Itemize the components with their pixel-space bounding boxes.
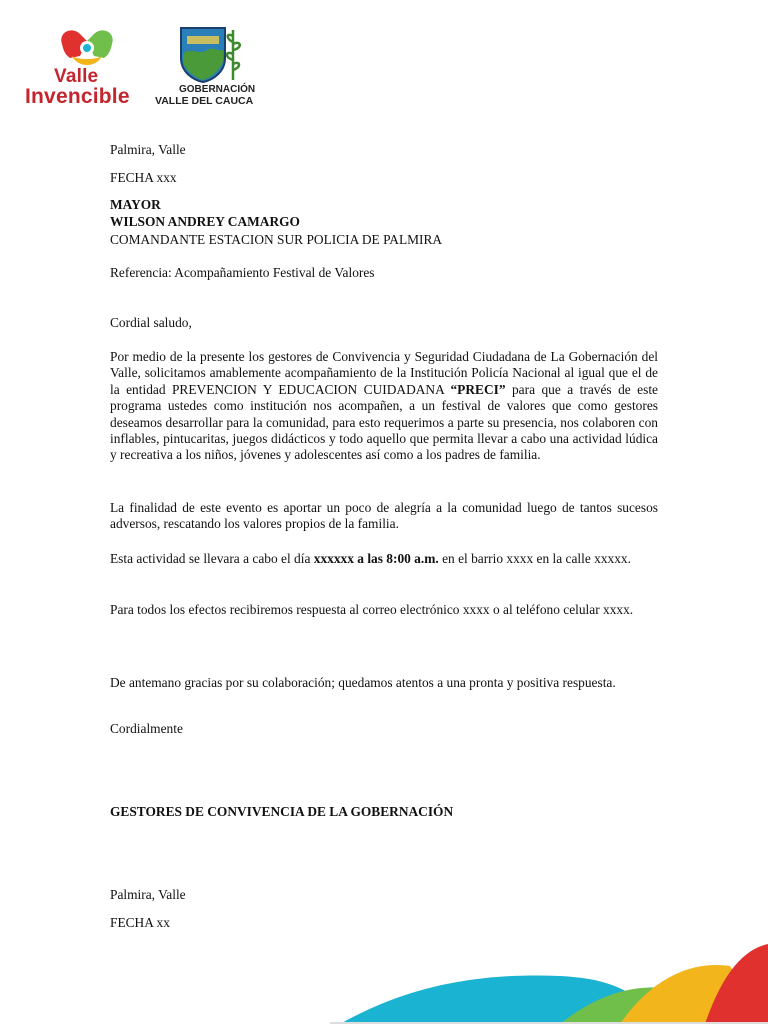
footer-wave-decoration — [0, 930, 768, 1024]
recipient-name: WILSON ANDREY CAMARGO — [110, 214, 300, 229]
closing-line: Cordialmente — [110, 721, 183, 736]
paragraph-request-part-1: Por medio de la presente los gestores de Convivencia y Seguridad Ciudadana de La Gobernación del Valle, solicitamos amablemente acompañamiento de la Institución Policía Nacional al igual que el de la entidad PREVENCION Y EDUCACION CUIDADANA — [110, 349, 658, 397]
coat-of-arms-icon — [173, 22, 245, 84]
preci-highlight: “PRECI” — [450, 381, 506, 397]
valle-invencible-logo — [22, 22, 152, 110]
signature-line: GESTORES DE CONVIVENCIA DE LA GOBERNACIÓN — [110, 804, 454, 819]
gobernacion-logo — [155, 22, 267, 110]
date-line: FECHA xxx — [110, 170, 177, 185]
paragraph-request-part-2: para que a través de este programa ustedes como institución nos acompañen, a un festival de valores que como gestores deseamos desarrollar para la comunidad, para esto requerimos a parte su presencia, nos colaboren con inflables, pintucaritas, juegos didácticos y todo aquello que permita llevar a cabo una actividad lúdica y recreativa a los niños, jóvenes y adolescentes así como a los padres de familia. — [110, 381, 658, 463]
reference-line: Referencia: Acompañamiento Festival de Valores — [110, 265, 375, 280]
paragraph-thanks: De antemano gracias por su colaboración; quedamos atentos a una pronta y positiva respuesta. — [110, 675, 616, 690]
place-line: Palmira, Valle — [110, 142, 186, 157]
recipient-rank: MAYOR — [110, 197, 161, 212]
paragraph-schedule-part-1: Esta actividad se llevara a cabo el día — [110, 551, 314, 566]
brand-line-1: Valle — [54, 66, 99, 87]
recipient-title: COMANDANTE ESTACION SUR POLICIA DE PALMIRA — [110, 232, 443, 247]
footer-date: FECHA xx — [110, 915, 170, 930]
paragraph-schedule-part-2: en el barrio xxxx en la calle xxxxx. — [438, 551, 631, 566]
greeting: Cordial saludo, — [110, 315, 192, 330]
brand-line-2: Invencible — [25, 85, 130, 108]
footer-place: Palmira, Valle — [110, 887, 186, 902]
heart-logo-icon — [56, 26, 118, 70]
gov-line-2: VALLE DEL CAUCA — [155, 95, 254, 107]
gov-line-1: GOBERNACIÓN — [179, 84, 256, 95]
paragraph-contact: Para todos los efectos recibiremos respuesta al correo electrónico xxxx o al teléfono celular xxxx. — [110, 602, 634, 617]
paragraph-schedule — [110, 551, 658, 567]
schedule-highlight: xxxxxx a las 8:00 a.m. — [313, 551, 439, 566]
paragraph-purpose: La finalidad de este evento es aportar un poco de alegría a la comunidad luego de tantos sucesos adversos, rescatando los valores propios de la familia. — [110, 500, 658, 532]
paragraph-request — [110, 349, 658, 464]
